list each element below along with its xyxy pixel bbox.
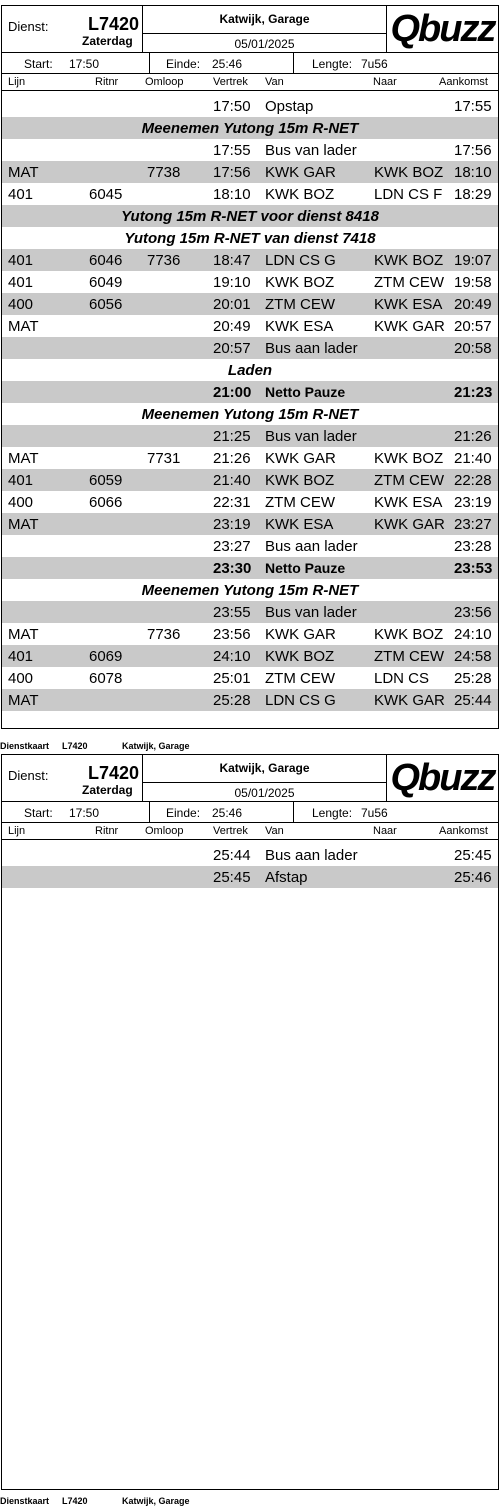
cell-ritnr: 6069 <box>89 648 123 665</box>
cell-vertrek: 24:10 <box>213 648 251 665</box>
table-row <box>2 513 498 535</box>
cell-lijn: 401 <box>8 186 34 203</box>
cell-van: LDN CS G <box>265 692 336 709</box>
cell-vertrek: 25:01 <box>213 670 251 687</box>
day-label: Zaterdag <box>82 34 133 48</box>
cell-naar: KWK ESA <box>374 494 443 511</box>
col-aankomst: Aankomst <box>439 825 488 837</box>
card-header <box>2 755 498 802</box>
cell-van: KWK BOZ <box>265 648 335 665</box>
cell-van: Bus aan lader <box>265 340 358 357</box>
cell-van: Afstap <box>265 869 308 886</box>
footer-label: Dienstkaart <box>0 741 50 751</box>
col-ritnr: Ritnr <box>95 825 119 837</box>
cell-van: Opstap <box>265 98 314 115</box>
cell-lijn: 401 <box>8 274 34 291</box>
cell-naar: ZTM CEW <box>374 472 444 489</box>
cell-vertrek: 20:57 <box>213 340 251 357</box>
cell-naar: KWK GAR <box>374 692 445 709</box>
dienst-label: Dienst: <box>8 19 49 34</box>
cell-van: Netto Pauze <box>265 384 346 400</box>
start-time: 17:50 <box>69 806 100 820</box>
dienstkaart-page-2 <box>1 754 499 1490</box>
col-lijn: Lijn <box>8 76 26 88</box>
qbuzz-logo: Qbuzz <box>390 7 495 50</box>
table-row <box>2 601 498 623</box>
column-headers <box>2 74 498 91</box>
table-row <box>2 183 498 205</box>
end-time: 25:46 <box>212 806 243 820</box>
cell-lijn: MAT <box>8 626 39 643</box>
table-row <box>2 447 498 469</box>
cell-aankomst: 20:58 <box>454 340 492 357</box>
footer-location: Katwijk, Garage <box>122 741 190 751</box>
cell-aankomst: 23:53 <box>454 560 493 577</box>
col-lijn: Lijn <box>8 825 26 837</box>
length-label: Lengte: <box>312 57 353 71</box>
cell-aankomst: 23:28 <box>454 538 492 555</box>
cell-aankomst: 22:28 <box>454 472 492 489</box>
cell-aankomst: 23:27 <box>454 516 492 533</box>
cell-vertrek: 23:56 <box>213 626 251 643</box>
end-label: Einde: <box>166 57 201 71</box>
cell-lijn: MAT <box>8 692 39 709</box>
info-bar <box>2 802 498 823</box>
cell-naar: KWK GAR <box>374 318 445 335</box>
date-label: 05/01/2025 <box>234 786 295 800</box>
qbuzz-logo: Qbuzz <box>390 756 495 799</box>
cell-vertrek: 23:30 <box>213 560 252 577</box>
cell-ritnr: 6045 <box>89 186 123 203</box>
table-row <box>2 161 498 183</box>
cell-omloop: 7736 <box>147 252 181 269</box>
table-row <box>2 95 498 117</box>
pause-row <box>2 381 498 403</box>
end-time: 25:46 <box>212 57 243 71</box>
cell-vertrek: 17:56 <box>213 164 251 181</box>
cell-vertrek: 21:00 <box>213 384 252 401</box>
cell-naar: LDN CS <box>374 670 430 687</box>
cell-van: Bus van lader <box>265 428 357 445</box>
section-heading <box>2 227 498 249</box>
cell-van: ZTM CEW <box>265 296 335 313</box>
cell-naar: ZTM CEW <box>374 274 444 291</box>
section-text: Meenemen Yutong 15m R-NET <box>141 120 359 137</box>
cell-vertrek: 25:44 <box>213 847 251 864</box>
cell-lijn: 401 <box>8 472 34 489</box>
cell-aankomst: 17:55 <box>454 98 492 115</box>
cell-lijn: 401 <box>8 252 34 269</box>
cell-aankomst: 25:46 <box>454 869 492 886</box>
cell-vertrek: 21:40 <box>213 472 251 489</box>
dienst-number: L7420 <box>88 763 140 783</box>
cell-aankomst: 21:23 <box>454 384 493 401</box>
cell-vertrek: 23:19 <box>213 516 251 533</box>
cell-vertrek: 25:28 <box>213 692 251 709</box>
table-row <box>2 139 498 161</box>
cell-lijn: MAT <box>8 450 39 467</box>
start-label: Start: <box>24 806 53 820</box>
table-row <box>2 491 498 513</box>
cell-aankomst: 21:40 <box>454 450 492 467</box>
section-text: Meenemen Yutong 15m R-NET <box>141 582 359 599</box>
cell-van: KWK GAR <box>265 450 336 467</box>
col-vertrek: Vertrek <box>213 825 248 837</box>
section-text: Laden <box>227 362 273 379</box>
cell-lijn: 400 <box>8 494 34 511</box>
table-row <box>2 645 498 667</box>
schedule-rows <box>2 95 498 711</box>
length-value: 7u56 <box>361 57 388 71</box>
cell-aankomst: 25:28 <box>454 670 492 687</box>
table-row <box>2 425 498 447</box>
end-label: Einde: <box>166 806 201 820</box>
cell-omloop: 7738 <box>147 164 181 181</box>
length-label: Lengte: <box>312 806 353 820</box>
location-label: Katwijk, Garage <box>219 761 310 775</box>
cell-lijn: 400 <box>8 296 34 313</box>
table-row <box>2 866 498 888</box>
cell-van: KWK BOZ <box>265 186 335 203</box>
cell-aankomst: 24:10 <box>454 626 492 643</box>
section-heading <box>2 579 498 601</box>
cell-vertrek: 18:10 <box>213 186 251 203</box>
cell-aankomst: 21:26 <box>454 428 492 445</box>
table-row <box>2 271 498 293</box>
day-label: Zaterdag <box>82 783 133 797</box>
cell-vertrek: 21:25 <box>213 428 251 445</box>
col-naar: Naar <box>373 76 397 88</box>
section-heading <box>2 205 498 227</box>
cell-ritnr: 6056 <box>89 296 123 313</box>
table-row <box>2 535 498 557</box>
col-aankomst: Aankomst <box>439 76 488 88</box>
start-label: Start: <box>24 57 53 71</box>
schedule-rows <box>2 844 498 888</box>
cell-vertrek: 20:49 <box>213 318 251 335</box>
cell-ritnr: 6078 <box>89 670 123 687</box>
cell-aankomst: 18:10 <box>454 164 492 181</box>
cell-aankomst: 20:57 <box>454 318 492 335</box>
cell-van: Bus van lader <box>265 604 357 621</box>
cell-lijn: MAT <box>8 516 39 533</box>
cell-naar: KWK BOZ <box>374 450 444 467</box>
table-row <box>2 293 498 315</box>
section-text: Yutong 15m R-NET voor dienst 8418 <box>121 208 379 225</box>
col-omloop: Omloop <box>145 825 184 837</box>
cell-vertrek: 23:55 <box>213 604 251 621</box>
length-value: 7u56 <box>361 806 388 820</box>
location-label: Katwijk, Garage <box>219 12 310 26</box>
card-header <box>2 6 498 53</box>
footer-location: Katwijk, Garage <box>122 1496 190 1506</box>
cell-naar: KWK GAR <box>374 516 445 533</box>
cell-naar: KWK BOZ <box>374 164 444 181</box>
section-heading <box>2 359 498 381</box>
cell-van: Netto Pauze <box>265 560 346 576</box>
col-omloop: Omloop <box>145 76 184 88</box>
cell-omloop: 7731 <box>147 450 181 467</box>
cell-vertrek: 17:55 <box>213 142 251 159</box>
cell-naar: KWK BOZ <box>374 626 444 643</box>
table-row <box>2 315 498 337</box>
cell-naar: LDN CS F <box>374 186 443 203</box>
cell-aankomst: 25:44 <box>454 692 492 709</box>
cell-vertrek: 20:01 <box>213 296 251 313</box>
cell-ritnr: 6046 <box>89 252 123 269</box>
cell-aankomst: 25:45 <box>454 847 492 864</box>
page-footer <box>0 1496 500 1508</box>
col-van: Van <box>265 825 284 837</box>
cell-van: Bus aan lader <box>265 538 358 555</box>
cell-van: KWK GAR <box>265 626 336 643</box>
cell-ritnr: 6059 <box>89 472 123 489</box>
cell-vertrek: 21:26 <box>213 450 251 467</box>
column-headers <box>2 823 498 840</box>
cell-van: KWK ESA <box>265 516 334 533</box>
cell-ritnr: 6049 <box>89 274 123 291</box>
cell-aankomst: 19:07 <box>454 252 492 269</box>
cell-van: KWK ESA <box>265 318 334 335</box>
cell-lijn: 400 <box>8 670 34 687</box>
cell-aankomst: 19:58 <box>454 274 492 291</box>
info-bar <box>2 53 498 74</box>
cell-vertrek: 22:31 <box>213 494 251 511</box>
table-row <box>2 844 498 866</box>
cell-ritnr: 6066 <box>89 494 123 511</box>
pause-row <box>2 557 498 579</box>
cell-lijn: MAT <box>8 318 39 335</box>
cell-aankomst: 20:49 <box>454 296 492 313</box>
cell-vertrek: 18:47 <box>213 252 251 269</box>
cell-naar: KWK BOZ <box>374 252 444 269</box>
section-text: Meenemen Yutong 15m R-NET <box>141 406 359 423</box>
cell-vertrek: 25:45 <box>213 869 251 886</box>
col-van: Van <box>265 76 284 88</box>
cell-van: ZTM CEW <box>265 494 335 511</box>
cell-vertrek: 17:50 <box>213 98 251 115</box>
footer-label: Dienstkaart <box>0 1496 50 1506</box>
cell-van: ZTM CEW <box>265 670 335 687</box>
page-footer <box>0 741 500 753</box>
footer-dienst: L7420 <box>62 1496 88 1506</box>
cell-lijn: MAT <box>8 164 39 181</box>
start-time: 17:50 <box>69 57 100 71</box>
cell-van: Bus van lader <box>265 142 357 159</box>
cell-aankomst: 18:29 <box>454 186 492 203</box>
col-naar: Naar <box>373 825 397 837</box>
table-row <box>2 469 498 491</box>
section-heading <box>2 117 498 139</box>
table-row <box>2 249 498 271</box>
table-row <box>2 623 498 645</box>
cell-lijn: 401 <box>8 648 34 665</box>
dienst-label: Dienst: <box>8 768 49 783</box>
cell-naar: ZTM CEW <box>374 648 444 665</box>
cell-vertrek: 19:10 <box>213 274 251 291</box>
section-text: Yutong 15m R-NET van dienst 7418 <box>124 230 376 247</box>
dienstkaart-page-1 <box>1 5 499 729</box>
cell-aankomst: 23:19 <box>454 494 492 511</box>
section-heading <box>2 403 498 425</box>
cell-omloop: 7736 <box>147 626 181 643</box>
cell-van: KWK BOZ <box>265 472 335 489</box>
cell-aankomst: 24:58 <box>454 648 492 665</box>
cell-aankomst: 17:56 <box>454 142 492 159</box>
cell-naar: KWK ESA <box>374 296 443 313</box>
cell-vertrek: 23:27 <box>213 538 251 555</box>
cell-van: Bus aan lader <box>265 847 358 864</box>
footer-dienst: L7420 <box>62 741 88 751</box>
cell-van: KWK BOZ <box>265 274 335 291</box>
cell-aankomst: 23:56 <box>454 604 492 621</box>
col-ritnr: Ritnr <box>95 76 119 88</box>
cell-van: KWK GAR <box>265 164 336 181</box>
dienst-number: L7420 <box>88 14 140 34</box>
date-label: 05/01/2025 <box>234 37 295 51</box>
table-row <box>2 667 498 689</box>
table-row <box>2 337 498 359</box>
table-row <box>2 689 498 711</box>
col-vertrek: Vertrek <box>213 76 248 88</box>
cell-van: LDN CS G <box>265 252 336 269</box>
